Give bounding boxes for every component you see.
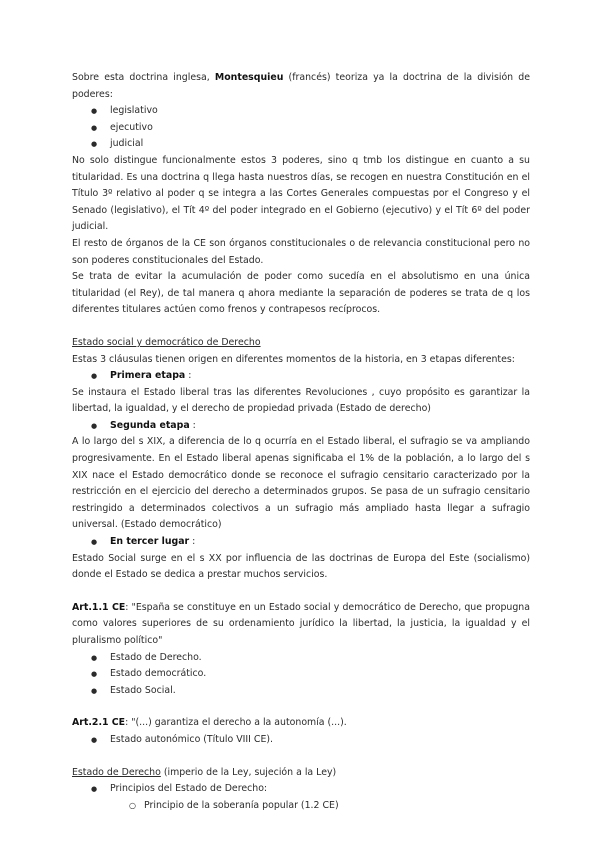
list-item: ● Segunda etapa : [72, 418, 530, 435]
intro-text-end: (francés) teoriza ya la doctrina de la división de poderes: [72, 72, 530, 100]
list-item: ● ejecutivo [72, 120, 530, 137]
etapa-1-heading [72, 368, 530, 385]
list-item: ● Estado de Derecho. [72, 650, 530, 667]
list-item: ● Estado democrático. [72, 666, 530, 683]
etapa-2-heading [72, 418, 530, 435]
powers-list [72, 103, 530, 153]
paragraph-absolutismo: Se trata de evitar la acumulación de poder como sucedía en el absolutismo en una única titularidad (el Rey), de tal manera q ahora mediante la separación de poderes se trata de q los diferentes titulares actúen como frenos y contrapesos recíprocos. [72, 271, 530, 316]
paragraph-art-1-1: Art.1.1 CE: "España se constituye en un Estado social y democrático de Derecho, que propugna como valores superiores de su ordenamiento jurídico la libertad, la justicia, la igualdad y el pluralismo político" [72, 601, 530, 646]
art-1-1-list [72, 650, 530, 700]
paragraph-etapa-3: Estado Social surge en el s XX por influencia de las doctrinas de Europa del Este (socialismo) donde el Estado se dedica a prestar muchos servicios. [72, 552, 530, 581]
paragraph-titularidad: No solo distingue funcionalmente estos 3 poderes, sino q tmb los distingue en cuanto a su titularidad. Es una doctrina q llega hasta nuestros días, se recogen en nuestra Constitución en el Título 3º relativo al poder q se integra a las Cortes Generales compuestas por el Congreso y el Senado (legislativo), el Tít 4º del poder integrado en el Gobierno (ejecutivo) y el Tít 6º del poder judicial. [72, 154, 530, 233]
art-2-1-list [72, 732, 530, 749]
list-item: ● Principios del Estado de Derecho: [72, 781, 530, 798]
intro-text: Sobre esta doctrina inglesa, [72, 72, 215, 83]
montesquieu-name: Montesquieu [214, 72, 284, 83]
list-item: ● Primera etapa : [72, 368, 530, 385]
list-item: ● Estado autonómico (Título VIII CE). [72, 732, 530, 749]
list-item: ● En tercer lugar : [72, 534, 530, 551]
principios-sublist [72, 798, 530, 815]
intro-paragraph [72, 70, 530, 103]
section-title-estado-social: Estado social y democrático de Derecho [72, 336, 261, 348]
section-title-estado-derecho: Estado de Derecho (imperio de la Ley, sujeción a la Ley) [72, 766, 337, 778]
list-item: ● Estado Social. [72, 683, 530, 700]
paragraph-etapa-1: Se instaura el Estado liberal tras las diferentes Revoluciones , cuyo propósito es garantizar la libertad, la igualdad, y el derecho de propiedad privada (Estado de derecho) [72, 386, 530, 415]
paragraph-organos: El resto de órganos de la CE son órganos constitucionales o de relevancia constitucional pero no son poderes constitucionales del Estado. [72, 237, 530, 266]
paragraph-clausulas: Estas 3 cláusulas tienen origen en diferentes momentos de la historia, en 3 etapas diferentes: [72, 353, 515, 365]
etapa-3-heading [72, 534, 530, 551]
paragraph-etapa-2: A lo largo del s XIX, a diferencia de lo q ocurría en el Estado liberal, el sufragio se va ampliando progresivamente. En el Estado liberal apenas significaba el 1% de la población, a lo largo del s XIX nace el Estado democrático donde se reconoce el sufragio censitario caracterizado por la restricción en el ejercicio del derecho a determinados grupos. Se pasa de un sufragio censitario restringido a determinados colectivos a un sufragio más ampliado hasta llegar a sufragio universal. (Estado democrático) [72, 436, 530, 531]
estado-derecho-list [72, 781, 530, 798]
list-item: ● legislativo [72, 103, 530, 120]
list-item: ○ Principio de la soberanía popular (1.2 CE) [72, 798, 530, 815]
paragraph-art-2-1: Art.2.1 CE: "(...) garantiza el derecho a la autonomía (...). [72, 717, 347, 729]
list-item: ● judicial [72, 136, 530, 153]
